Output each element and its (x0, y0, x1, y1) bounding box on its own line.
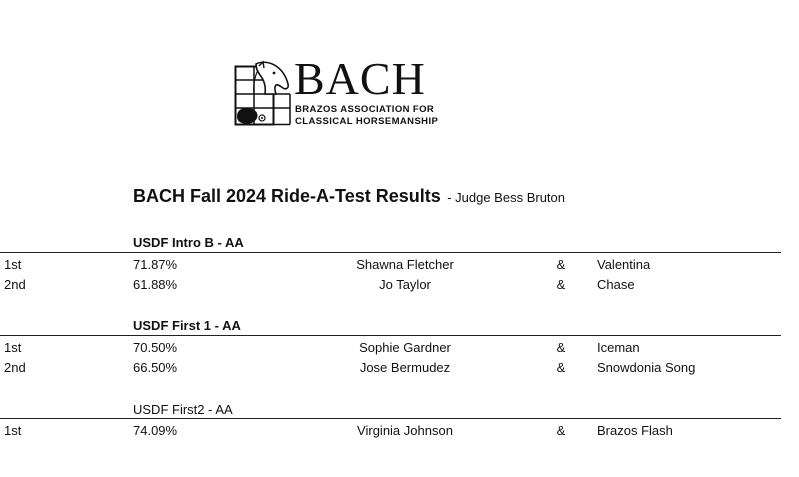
bach-logo (234, 53, 439, 130)
horse-head-arena-icon (234, 60, 292, 128)
ampersand: & (556, 360, 566, 375)
section-divider (0, 252, 781, 253)
ampersand: & (556, 257, 566, 272)
score: 61.88% (133, 277, 178, 292)
score: 70.50% (133, 340, 178, 355)
place: 1st (4, 340, 22, 355)
section-title: USDF Intro B - AA (133, 235, 244, 250)
page-heading (133, 186, 565, 207)
page-title: BACH Fall 2024 Ride-A-Test Results (133, 186, 441, 206)
rider-name: Sophie Gardner (359, 340, 451, 355)
section-title: USDF First 1 - AA (133, 318, 241, 333)
score: 71.87% (133, 257, 178, 272)
horse-name: Valentina (597, 257, 651, 272)
place: 2nd (4, 360, 26, 375)
logo-subtitle-line1: BRAZOS ASSOCIATION FOR (295, 104, 435, 115)
section-divider (0, 335, 781, 336)
horse-name: Brazos Flash (597, 423, 673, 438)
logo-subtitle-line2: CLASSICAL HORSEMANSHIP (295, 116, 439, 127)
section-divider (0, 418, 781, 419)
judge-name: - Judge Bess Bruton (447, 190, 565, 205)
section-title: USDF First2 - AA (133, 402, 233, 417)
rider-name: Jo Taylor (379, 277, 431, 292)
place: 2nd (4, 277, 26, 292)
place: 1st (4, 257, 22, 272)
rider-name: Virginia Johnson (357, 423, 453, 438)
rider-name: Jose Bermudez (359, 360, 451, 375)
ampersand: & (556, 423, 566, 438)
ampersand: & (556, 277, 566, 292)
horse-name: Snowdonia Song (597, 360, 696, 375)
ampersand: & (556, 340, 566, 355)
horse-name: Chase (597, 277, 635, 292)
score: 74.09% (133, 423, 178, 438)
logo-title: BACH (294, 53, 426, 104)
rider-name: Shawna Fletcher (356, 257, 454, 272)
horse-name: Iceman (597, 340, 640, 355)
place: 1st (4, 423, 22, 438)
score: 66.50% (133, 360, 178, 375)
